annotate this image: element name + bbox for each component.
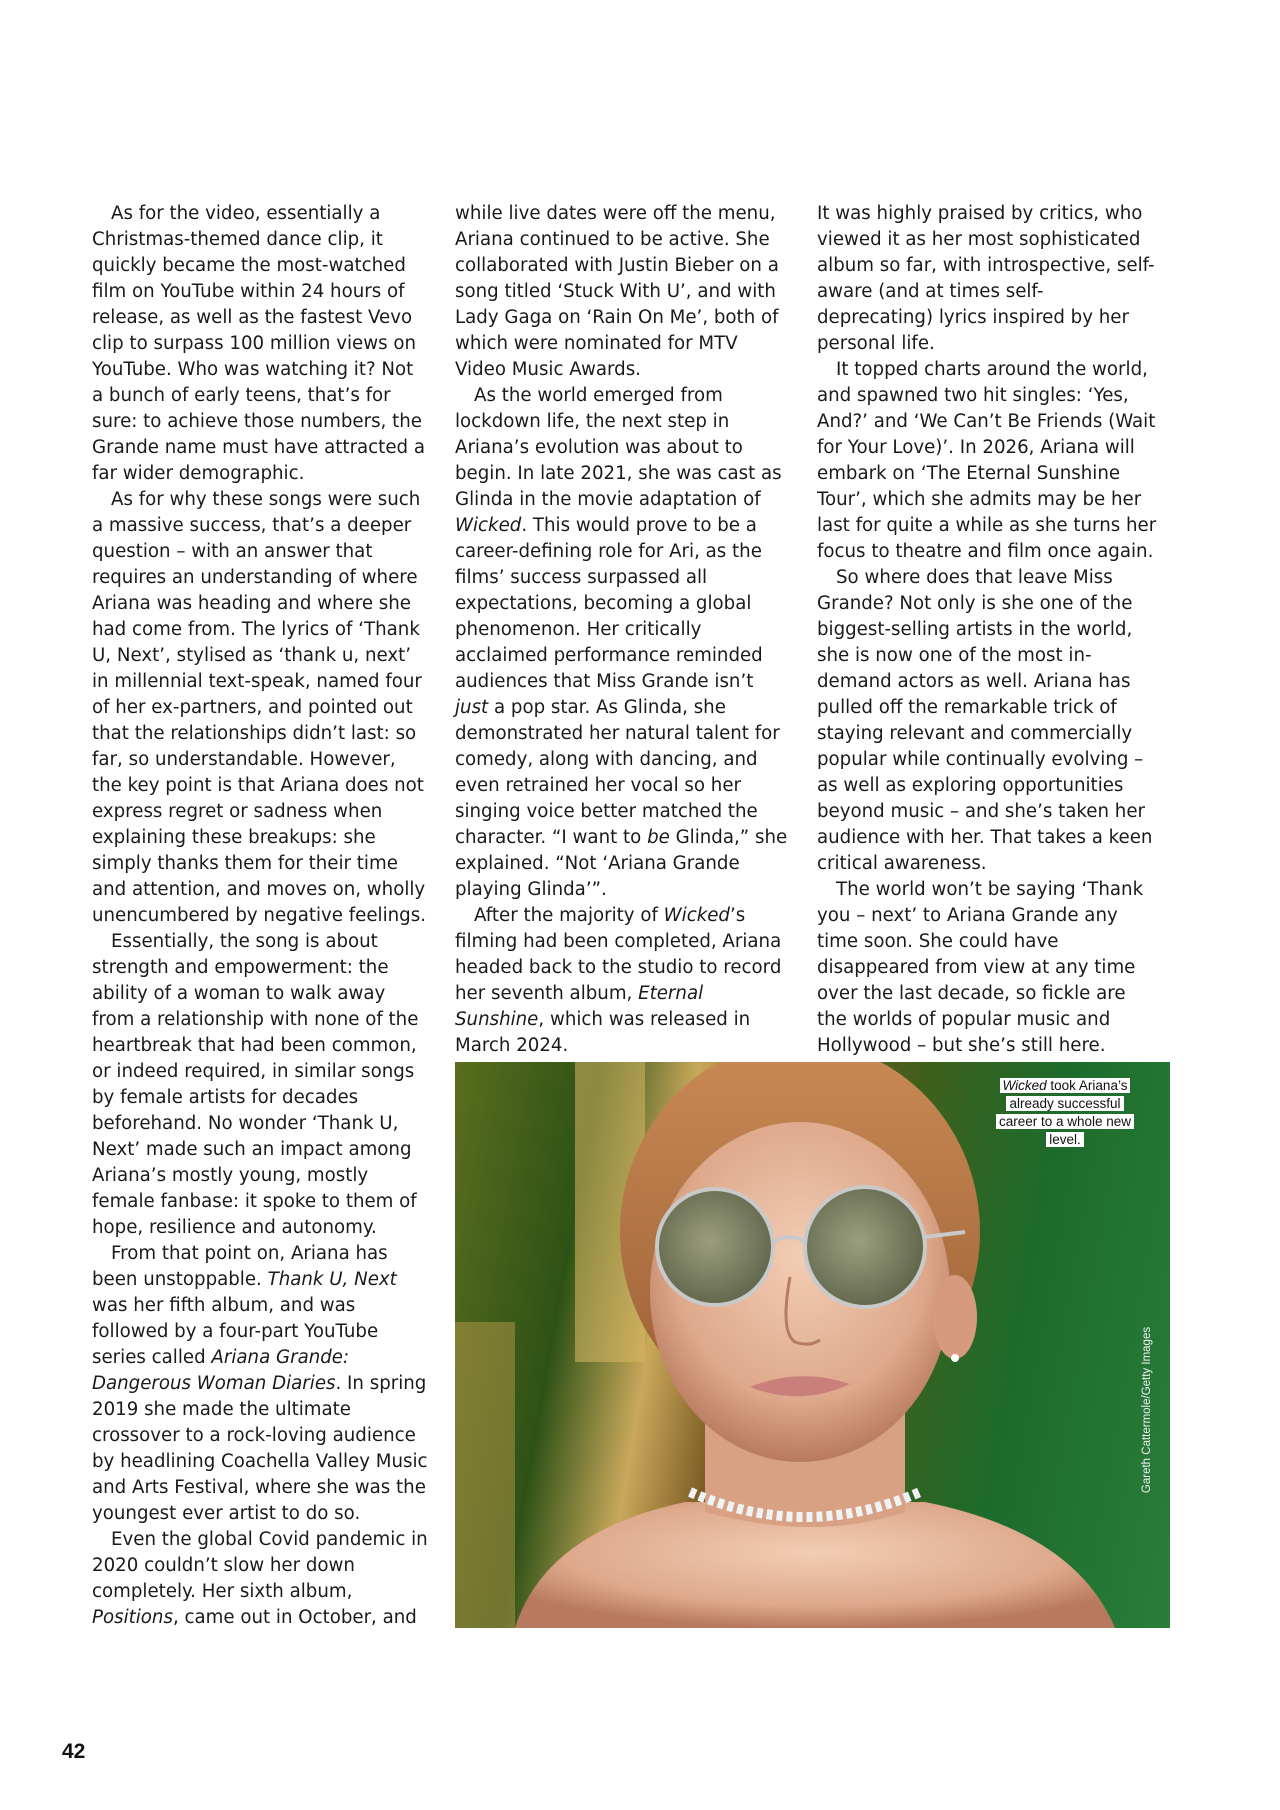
paragraph: As the world emerged from lockdown life, the next step in Ariana’s evolution was about to begin. In late 2021, she was cast as Glinda in the movie adaptation of Wicked. This would prove to be a career-defining role for Ari, as the films’ success surpassed all expectations, becoming a global phenomenon. Her critically acclaimed performance reminded audiences that Miss Grande isn’t just a pop star. As Glinda, she demonstrated her natural talent for comedy, along with dancing, and even retrained her vocal so her singing voice better matched the character. “I want to be Glinda,” she explained. “Not ‘Ariana Grande playing Glinda’”. — [455, 385, 788, 900]
paragraph: It topped charts around the world, and spawned two hit singles: ‘Yes, And?’ and ‘We Can’t Be Friends (Wait for Your Love)’. In 2026, Ariana will embark on ‘The Eternal Sunshine Tour’, which she admits may be her last for quite a while as she turns her focus to theatre and film once again. — [817, 359, 1157, 562]
photo-credit: Gareth Cattermole/Getty Images — [1141, 1326, 1153, 1494]
article-column-2 — [455, 201, 791, 1059]
page-number: 42 — [62, 1740, 86, 1763]
paragraph: while live dates were off the menu, Ariana continued to be active. She collaborated with Justin Bieber on a song titled ‘Stuck With U’, and with Lady Gaga on ‘Rain On Me’, both of which were nominated for MTV Video Music Awards. — [455, 203, 779, 380]
paragraph: It was highly praised by critics, who viewed it as her most sophisticated album so far, with introspective, self-aware (and at times self-deprecating) lyrics inspired by her personal life. — [817, 203, 1155, 354]
paragraph: From that point on, Ariana has been unstoppable. Thank U, Next was her fifth album, and was followed by a four-part YouTube series called Ariana Grande: Dangerous Woman Diaries. In spring 2019 she made the ultimate crossover to a rock-loving audience by headlining Coachella Valley Music and Arts Festival, where she was the youngest ever artist to do so. — [92, 1243, 428, 1524]
paragraph: Essentially, the song is about strength and empowerment: the ability of a woman to walk away from a relationship with none of the heartbreak that had been common, or indeed required, in similar songs by female artists for decades beforehand. No wonder ‘Thank U, Next’ made such an impact among Ariana’s mostly young, mostly female fanbase: it spoke to them of hope, resilience and autonomy. — [92, 931, 419, 1238]
paragraph: So where does that leave Miss Grande? Not only is she one of the biggest-selling artists in the world, she is now one of the most in-demand actors as well. Ariana has pulled off the remarkable trick of staying relevant and commercially popular while continually evolving – as well as exploring opportunities beyond music – and she’s taken her audience with her. That takes a keen critical awareness. — [817, 567, 1153, 874]
paragraph: Even the global Covid pandemic in 2020 couldn’t slow her down completely. Her sixth album, Positions, came out in October, and — [92, 1529, 428, 1628]
paragraph: The world won’t be saying ‘Thank you – next’ to Ariana Grande any time soon. She could have disappeared from view at any time over the last decade, so fickle are the worlds of popular music and Hollywood – but she’s still here. — [817, 879, 1144, 1056]
paragraph: As for why these songs were such a massive success, that’s a deeper question – with an answer that requires an understanding of where Ariana was heading and where she had come from. The lyrics of ‘Thank U, Next’, stylised as ‘thank u, next’ in millennial text-speak, named four of her ex-partners, and pointed out that the relationships didn’t last: so far, so understandable. However, the key point is that Ariana does not express regret or sadness when explaining these breakups: she simply thanks them for their time and attention, and moves on, wholly unencumbered by negative feelings. — [92, 489, 426, 926]
photo-caption — [990, 1077, 1140, 1149]
article-column-1 — [92, 201, 428, 1631]
article-column-3 — [817, 201, 1159, 1059]
photo-caption-text: Wicked took Ariana’s already successful career to a whole new level. — [996, 1078, 1134, 1147]
photo-ariana-grande — [455, 1062, 1170, 1628]
paragraph: After the majority of Wicked’s filming had been completed, Ariana headed back to the studio to record her seventh album, Eternal Sunshine, which was released in March 2024. — [455, 905, 782, 1056]
paragraph: As for the video, essentially a Christmas-themed dance clip, it quickly became the most-watched film on YouTube within 24 hours of release, as well as the fastest Vevo clip to surpass 100 million views on YouTube. Who was watching it? Not a bunch of early teens, that’s for sure: to achieve those numbers, the Grande name must have attracted a far wider demographic. — [92, 203, 425, 484]
